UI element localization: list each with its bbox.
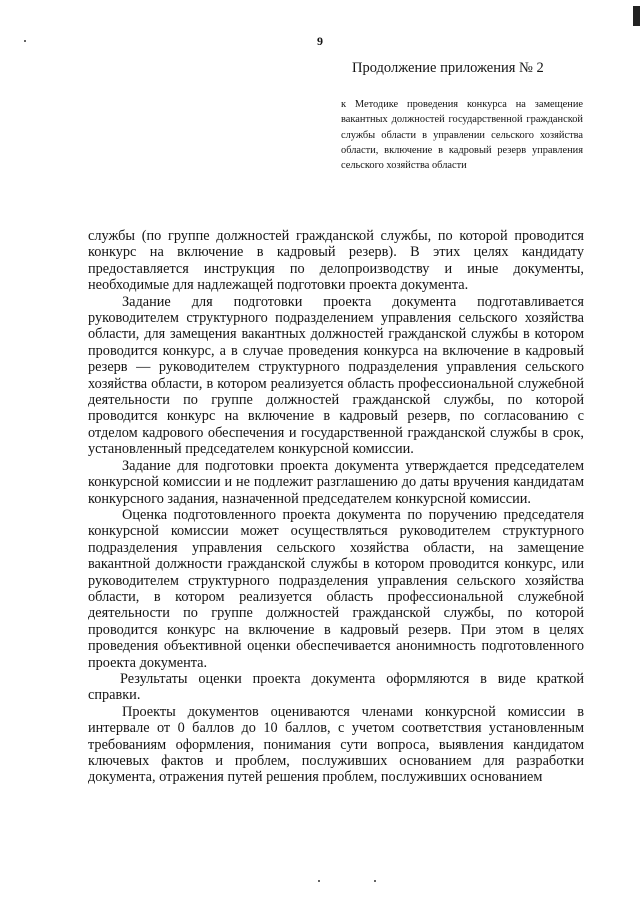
body-text bbox=[88, 228, 584, 786]
paragraph: Проекты документов оцениваются членами конкурсной комиссии в интервале от 0 баллов до 10 баллов, с учетом соответствия установленным требованиям оформления, понимания сути вопроса, выявления кандидатом ключевых фактов и проблем, послуживших основанием для разработки документа, отражения путей решения проблем, послуживших основанием bbox=[88, 703, 584, 786]
paragraph: Результаты оценки проекта документа оформляются в виде краткой справки. bbox=[88, 670, 584, 704]
paragraph: службы (по группе должностей гражданской службы, по которой проводится конкурс на включение в кадровый резерв). В этих целях кандидату предоставляется инструкция по делопроизводству и иные документы, необходимые для надлежащей подготовки проекта документа. bbox=[88, 228, 584, 294]
paragraph: Задание для подготовки проекта документа утверждается председателем конкурсной комиссии и не подлежит разглашению до даты вручения кандидатам конкурсного задания, назначенной председателем конкурсной комиссии. bbox=[88, 457, 584, 507]
scan-speck bbox=[374, 880, 376, 882]
scan-edge-mark bbox=[633, 6, 640, 26]
appendix-subtitle: к Методике проведения конкурса на замещение вакантных должностей государственной гражданской службы области в управлении сельского хозяйства области, включение в кадровый резерв управления сельского хозяйства области bbox=[341, 99, 583, 172]
page-number: 9 bbox=[317, 34, 323, 48]
scan-speck bbox=[318, 880, 320, 882]
paragraph: Задание для подготовки проекта документа подготавливается руководителем структурного подразделением управления сельского хозяйства области, для замещения вакантных должностей гражданской службы в котором проводится конкурс, а в случае проведения конкурса на включение в кадровый резерв — руководителем структурного подразделения управления сельского хозяйства области, в котором реализуется область профессиональной служебной деятельности по группе должностей гражданской службы, по которой проводится конкурс на включение в кадровый резерв, по согласованию с отделом кадрового обеспечения и государственной гражданской службы в срок, установленный председателем конкурсной комиссии. bbox=[88, 293, 584, 458]
paragraph: Оценка подготовленного проекта документа по поручению председателя конкурсной комиссии может осуществляться руководителем структурного подразделения управления сельского хозяйства области, на замещение вакантной должности гражданской службы в котором проводится конкурс, или руководителем структурного подразделения управления сельского хозяйства области, в котором реализуется область профессиональной служебной деятельности по группе должностей гражданской службы, по которой проводится конкурс на включение в кадровый резерв. При этом в целях проведения объективной оценки обеспечивается анонимность подготовленного проекта документа. bbox=[88, 506, 584, 671]
appendix-title: Продолжение приложения № 2 bbox=[352, 60, 544, 76]
